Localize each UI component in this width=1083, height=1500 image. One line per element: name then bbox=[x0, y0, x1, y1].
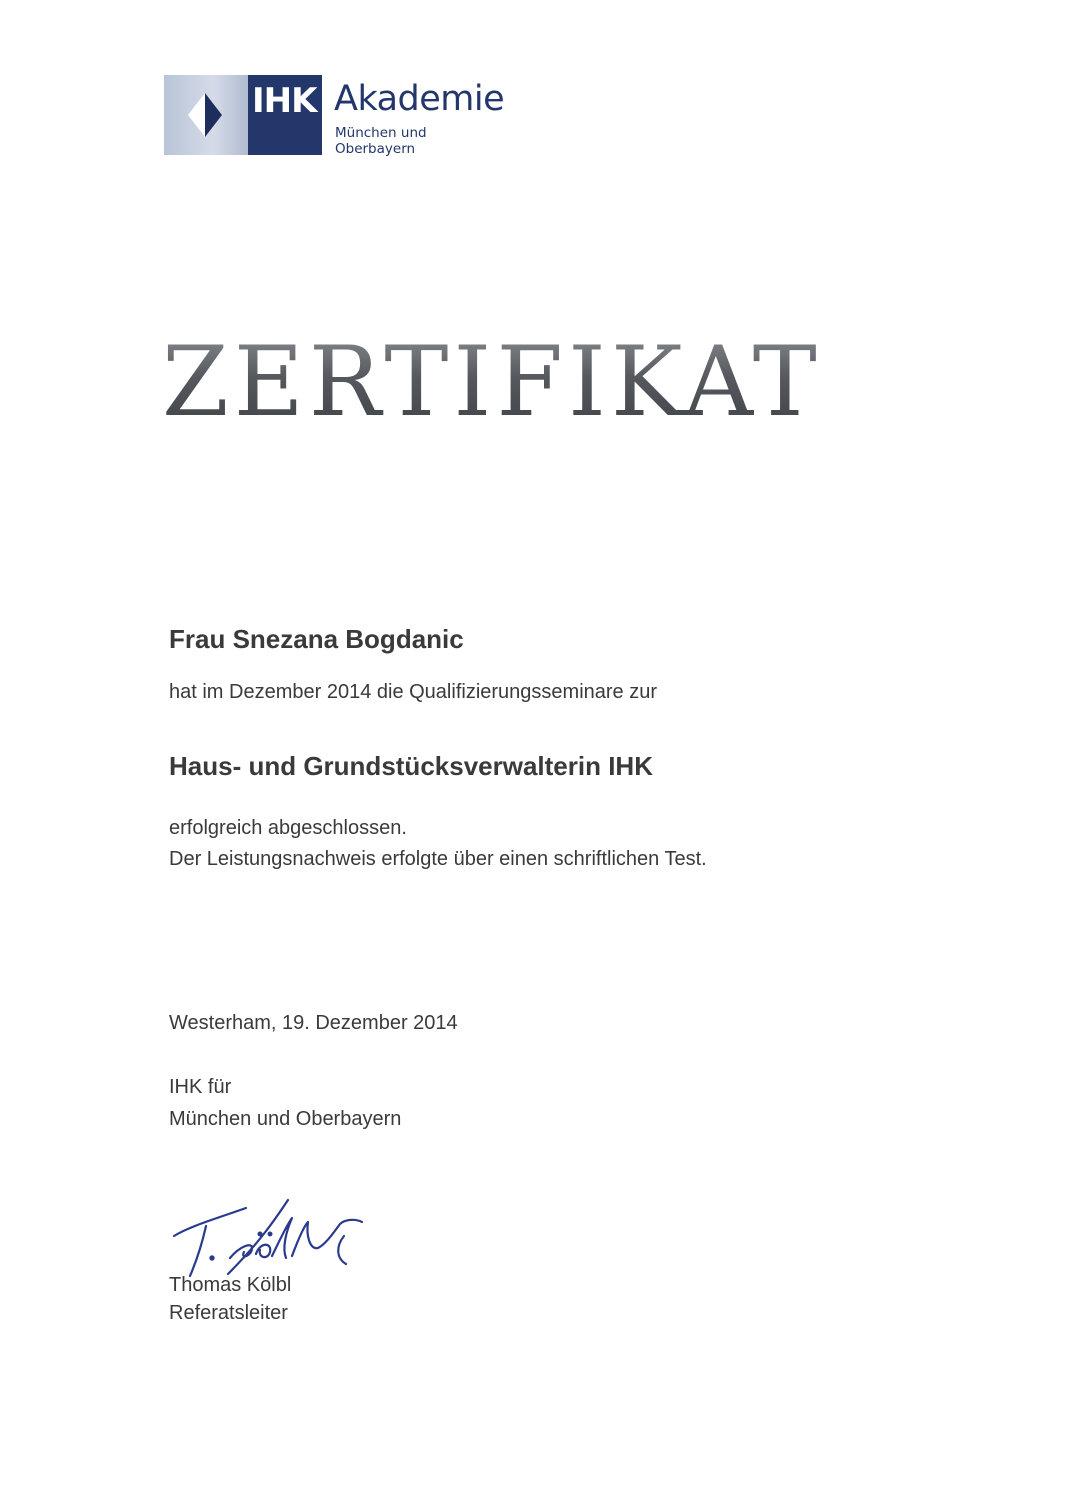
logo-akademie-text: Akademie bbox=[334, 79, 505, 119]
issuer-line-2: München und Oberbayern bbox=[169, 1108, 402, 1130]
ihk-akademie-logo bbox=[164, 75, 504, 157]
signatory-name: Thomas Kölbl bbox=[169, 1274, 292, 1296]
signatory-role: Referatsleiter bbox=[169, 1302, 288, 1324]
place-date: Westerham, 19. Dezember 2014 bbox=[169, 1012, 458, 1034]
completion-text: erfolgreich abgeschlossen. bbox=[169, 817, 407, 839]
logo-diamond-icon bbox=[164, 75, 254, 155]
recipient-name: Frau Snezana Bogdanic bbox=[169, 624, 464, 654]
intro-text: hat im Dezember 2014 die Qualifizierungsseminare zur bbox=[169, 681, 658, 703]
signature-icon bbox=[168, 1196, 368, 1280]
issuer-line-1: IHK für bbox=[169, 1076, 232, 1098]
certificate-title: ZERTIFIKAT bbox=[162, 326, 822, 438]
logo-subtitle: München und Oberbayern bbox=[335, 125, 427, 157]
qualification-title: Haus- und Grundstücksverwalterin IHK bbox=[169, 751, 653, 781]
logo-ihk-text: IHK bbox=[252, 81, 317, 121]
assessment-text: Der Leistungsnachweis erfolgte über einen schriftlichen Test. bbox=[169, 848, 707, 870]
